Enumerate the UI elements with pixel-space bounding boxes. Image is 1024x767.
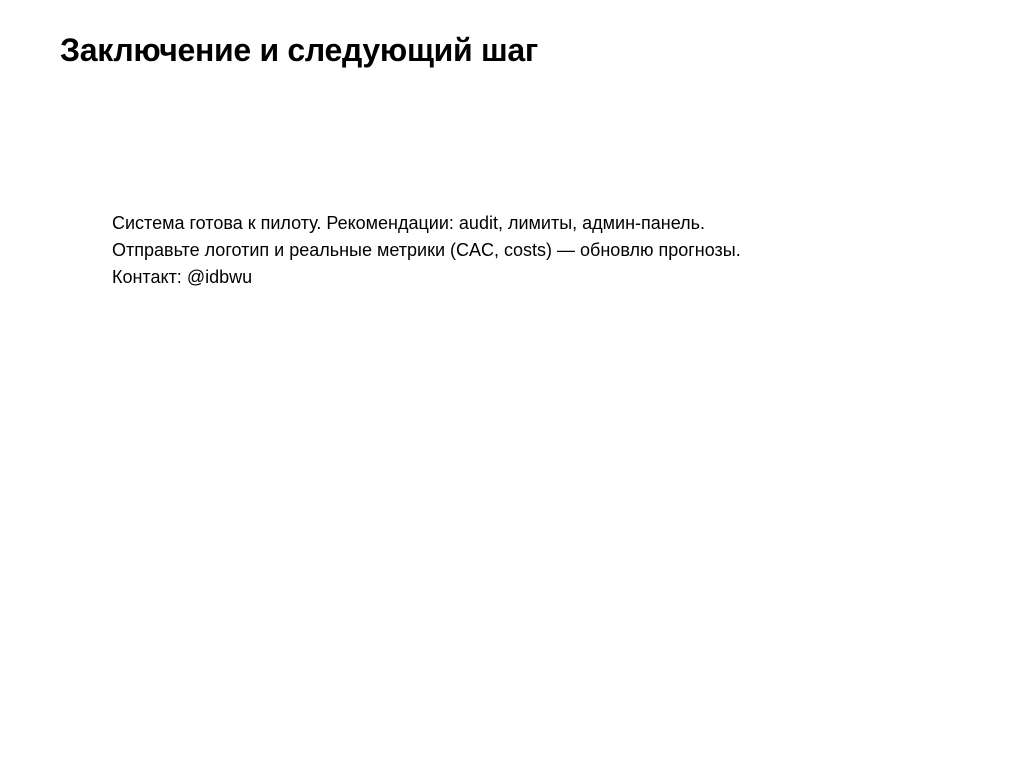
body-line-request: Отправьте логотип и реальные метрики (CAC, costs) — обновлю прогнозы. — [112, 240, 741, 260]
body-line-recommendations: Система готова к пилоту. Рекомендации: audit, лимиты, админ-панель. — [112, 213, 705, 233]
body-line-contact: Контакт: @idbwu — [112, 267, 253, 287]
slide-title: Заключение и следующий шаг — [60, 32, 538, 68]
slide-body — [112, 210, 932, 291]
